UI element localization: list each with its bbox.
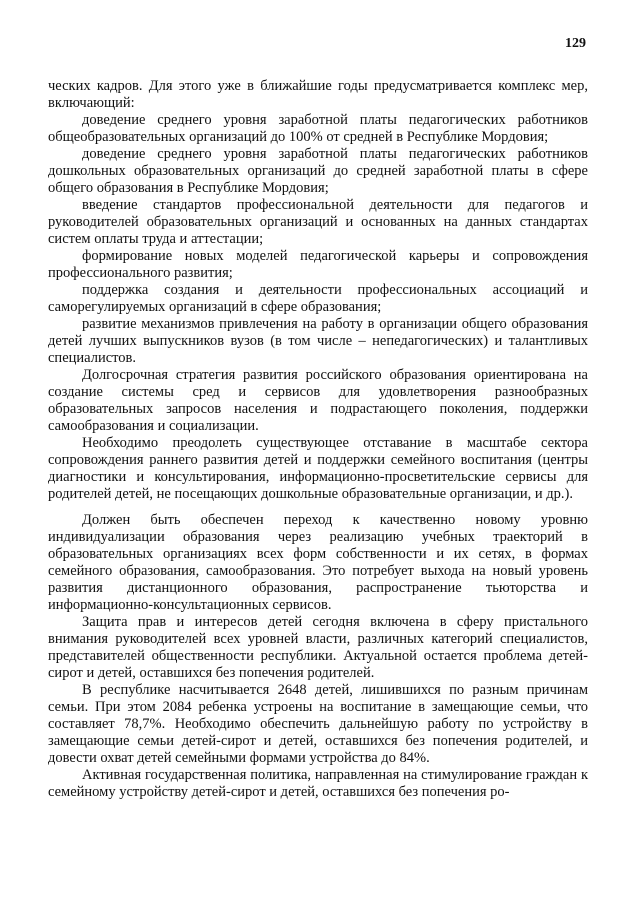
page-body [48, 78, 588, 801]
list-item-teacher-salary-general: доведение среднего уровня заработной платы педагогических работников общеобразовательных организаций до 100% от средней в Республике Мордовия; [48, 112, 588, 145]
list-item-attracting-graduates: развитие механизмов привлечения на работу в организации общего образования детей лучших выпускников вузов (в том числе – непедагогических) и талантливых специалистов. [48, 316, 588, 366]
list-item-teacher-salary-preschool: доведение среднего уровня заработной платы педагогических работников дошкольных образовательных организаций до средней заработной платы в сфере общего образования в Республике Мордовия; [48, 146, 588, 196]
paragraph-individualization: Должен быть обеспечен переход к качественно новому уровню индивидуализации образования через реализацию учебных траекторий в образовательных организациях всех форм собственности и их сетях, в формах семейного образования, самообразования. Это потребует выхода на новый уровень развития дистанционного образования, распространение тьюторства и информационно-консультационных сервисов. [48, 512, 588, 613]
list-item-career-models: формирование новых моделей педагогической карьеры и сопровождения профессионального развития; [48, 248, 588, 281]
paragraph-child-rights: Защита прав и интересов детей сегодня включена в сферу пристального внимания руководителей всех уровней власти, различных категорий специалистов, представителей общественности республики. Актуальной остается проблема детей-сирот и детей, оставшихся без попечения родителей. [48, 614, 588, 681]
paragraph-orphans-statistics: В республике насчитывается 2648 детей, лишившихся по разным причинам семьи. При этом 2084 ребенка устроены на воспитание в замещающие семьи, что составляет 78,7%. Необходимо обеспечить дальнейшую работу по устройству в замещающие семьи детей-сирот и детей, оставшихся без попечения родителей, и довести охват детей семейными формами устройства до 84%. [48, 682, 588, 766]
list-item-professional-associations: поддержка создания и деятельности профессиональных ассоциаций и саморегулируемых организаций в сфере образования; [48, 282, 588, 315]
paragraph-continuation: ческих кадров. Для этого уже в ближайшие годы предусматривается комплекс мер, включающий: [48, 78, 588, 111]
paragraph-long-term-strategy: Долгосрочная стратегия развития российского образования ориентирована на создание системы сред и сервисов для удовлетворения разнообразных образовательных запросов населения и подрастающего поколения, поддержки самообразования и социализации. [48, 367, 588, 434]
list-item-professional-standards: введение стандартов профессиональной деятельности для педагогов и руководителей образовательных организаций и основанных на данных стандартах систем оплаты труда и аттестации; [48, 197, 588, 247]
paragraph-state-policy: Активная государственная политика, направленная на стимулирование граждан к семейному устройству детей-сирот и детей, оставшихся без попечения ро- [48, 767, 588, 800]
page-number: 129 [565, 36, 586, 51]
paragraph-early-development: Необходимо преодолеть существующее отставание в масштабе сектора сопровождения раннего развития детей и поддержки семейного воспитания (центры диагностики и консультирования, информационно-просветительские сервисы для родителей детей, не посещающих дошкольные образовательные организации, и др.). [48, 435, 588, 502]
